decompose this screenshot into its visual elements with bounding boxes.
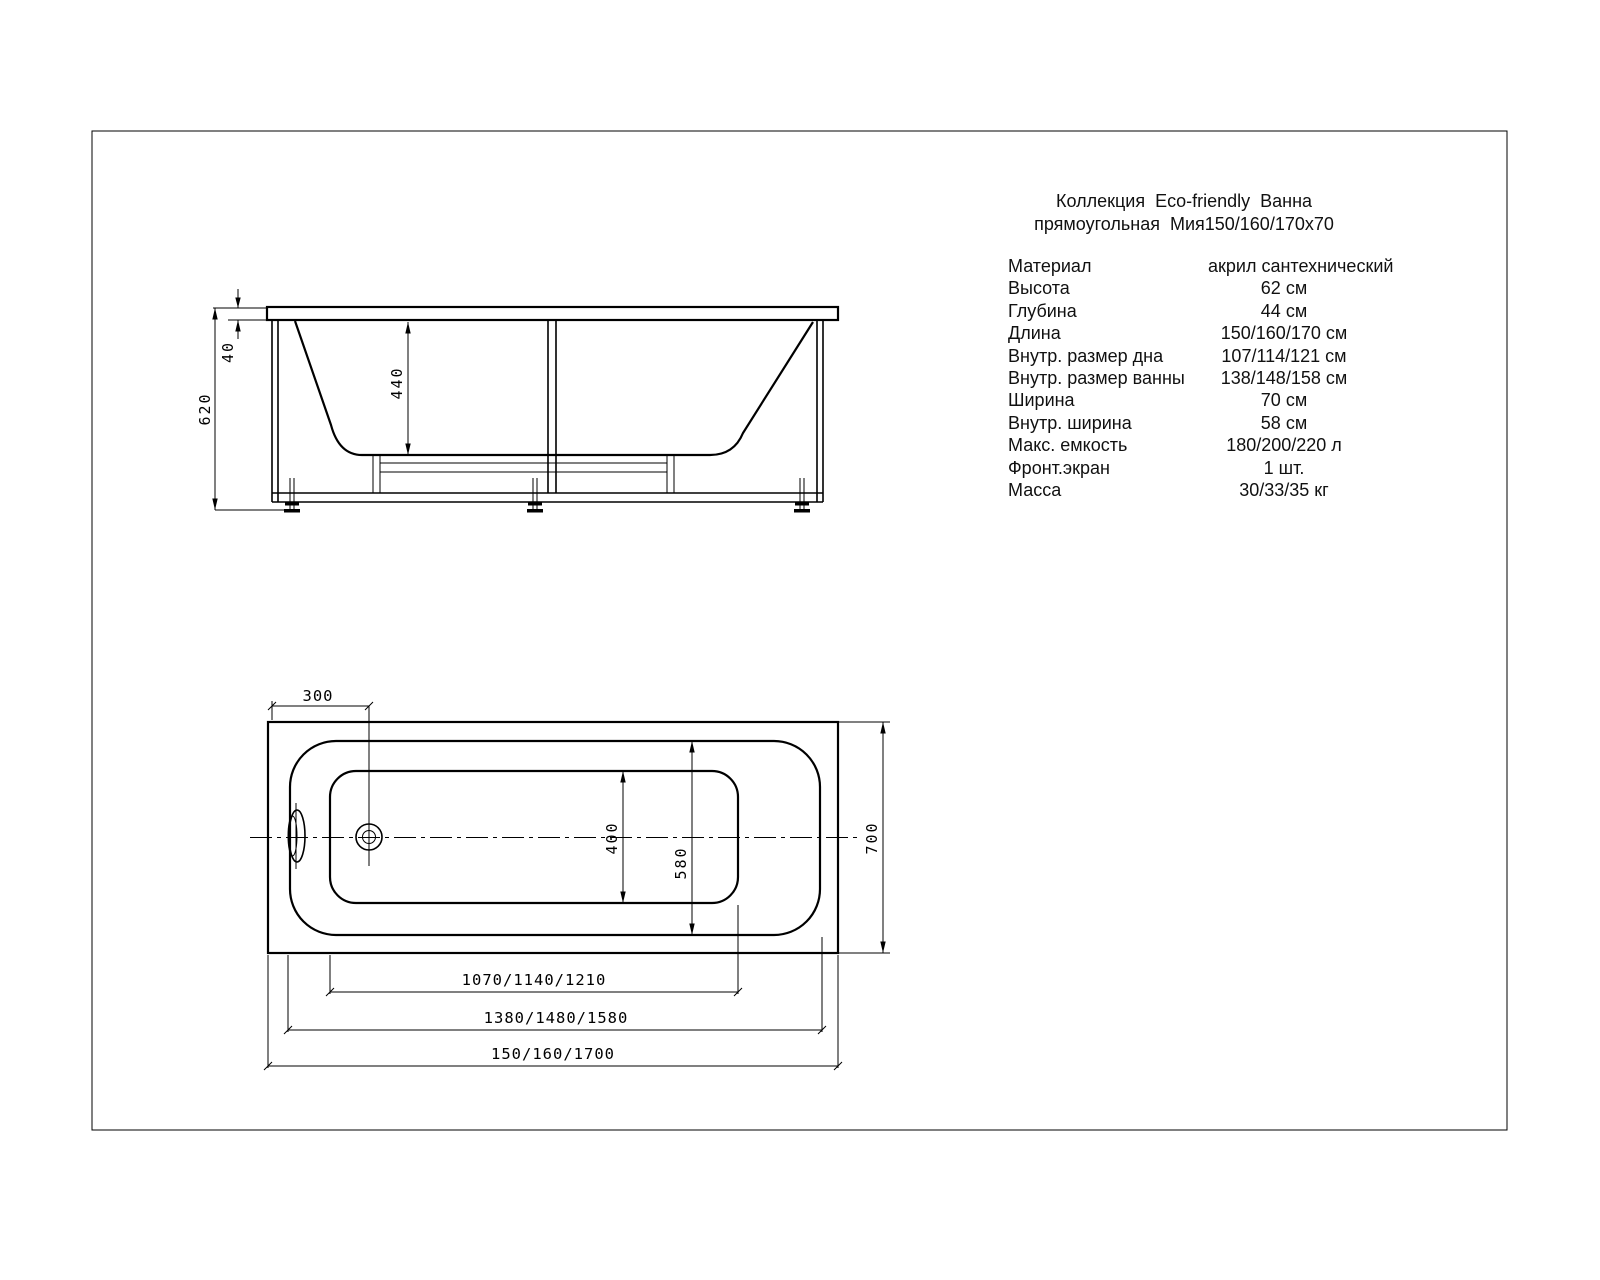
front-dim-rim-thickness — [219, 289, 267, 363]
dim-label-40: 40 — [219, 340, 237, 364]
front-rim-deck — [267, 307, 838, 320]
top-dim-drain-offset — [268, 687, 373, 720]
dim-label-150-160-1700: 150/160/1700 — [491, 1045, 615, 1063]
spec-row-width: Ширина 70 см — [1008, 390, 1308, 411]
top-view — [250, 687, 890, 1070]
spec-row-mass: Масса 30/33/35 кг — [1008, 480, 1329, 501]
spec-panel — [1008, 190, 1394, 501]
spec-row-inner-bottom-size: Внутр. размер дна 107/114/121 см — [1008, 345, 1347, 366]
front-foot-center — [527, 478, 543, 513]
spec-row-front-panel: Фронт.экран 1 шт. — [1008, 457, 1305, 478]
front-foot-right — [794, 478, 810, 513]
top-dim-bottom-length — [326, 971, 742, 996]
spec-row-length: Длина 150/160/170 см — [1008, 323, 1348, 344]
dim-label-440: 440 — [388, 366, 406, 400]
spec-row-inner-bath-size: Внутр. размер ванны 138/148/158 см — [1008, 368, 1348, 389]
dim-label-580: 580 — [672, 846, 690, 880]
spec-table — [1008, 255, 1394, 501]
dim-label-620: 620 — [196, 392, 214, 426]
front-dim-inner-depth — [388, 322, 411, 455]
collection-title-line2: прямоугольная Мия150/160/170x70 — [1034, 214, 1334, 234]
front-foot-left — [284, 478, 300, 513]
front-frame-bottom-rail — [272, 493, 823, 502]
spec-row-depth: Глубина 44 см — [1008, 300, 1308, 321]
collection-title-line1: Коллекция Eco-friendly Ванна — [1055, 191, 1313, 211]
dim-label-700: 700 — [863, 821, 881, 855]
front-view — [196, 289, 838, 513]
front-support-rails — [373, 455, 674, 493]
top-dim-overall-length — [264, 1045, 842, 1070]
dim-label-1070-1140-1210: 1070/1140/1210 — [461, 971, 607, 989]
front-frame-posts — [272, 320, 823, 502]
dim-label-400: 400 — [603, 821, 621, 855]
front-dim-total-height — [196, 308, 290, 510]
top-dim-inner-length — [284, 1009, 826, 1034]
collection-title — [1008, 190, 1360, 236]
drain — [356, 706, 382, 866]
spec-row-inner-width: Внутр. ширина 58 см — [1008, 412, 1308, 433]
spec-row-material: Материал акрил сантехнический — [1008, 256, 1394, 276]
dim-label-1380-1480-1580: 1380/1480/1580 — [483, 1009, 629, 1027]
spec-row-height: Высота 62 см — [1008, 278, 1308, 299]
spec-row-max-capacity: Макс. емкость 180/200/220 л — [1008, 435, 1342, 456]
front-basin-profile — [295, 321, 813, 455]
dim-label-300: 300 — [302, 687, 334, 705]
